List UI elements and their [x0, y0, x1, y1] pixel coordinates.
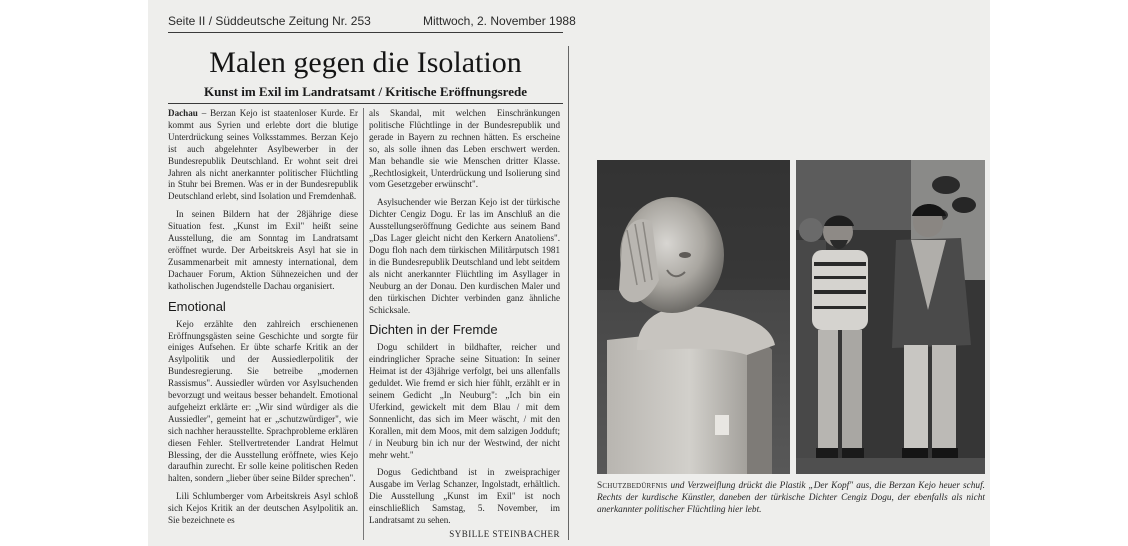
section-heading: Emotional	[168, 298, 226, 314]
newspaper-clipping	[148, 0, 990, 546]
paragraph: Dogus Gedichtband ist in zweisprachiger Ausgabe im Verlag Schanzer, Ingolstadt, erhältlich. Die Ausstellung „Kunst im Exil" ist noch einschließlich Samstag, 5. November, im Landratsamt zu sehen.	[369, 467, 560, 526]
paragraph: Kejo erzählte den zahlreich erschienenen Eröffnungsgästen seine Geschichte und sorgte für einiges Aufsehen. Er übte scharfe Kritik an der Asylpolitik und der Aussiedlerpolitik der Bundesregierung. Sie betreibe „modernen Rassismus". Aussiedler würden vor Asylsuchenden bevorzugt und weitaus besser behandelt. Emotional aufgeheizt erklärte er: „Wir sind würdiger als die Aussiedler", gemeint hat er „schutzwürdiger", wie sich nachher herausstellte. Sprachprobleme erklären diesen Fehler. Stellvertretender Landrat Helmut Blessing, der die Ausstellung eröffnete, wies Kejo daraufhin zurecht. Er solle keine politischen Reden halten, sondern „lieber über seine Bilder sprechen".	[168, 318, 358, 484]
paragraph	[168, 108, 358, 203]
dateline: Dachau	[168, 108, 198, 118]
caption-lead: Schutzbedürfnis	[597, 481, 668, 491]
caption-text: und Verzweiflung drückt die Plastik „Der Kopf" aus, die Berzan Kejo heuer schuf. Rechts der kurdische Künstler, daneben der türkische Dichter Cengiz Dogu, der ebenfalls als nicht anerkannter politischer Flüchtling hier lebt.	[597, 481, 985, 515]
article-headline: Malen gegen die Isolation	[209, 46, 522, 79]
masthead-rule	[168, 32, 563, 33]
page-masthead: Seite II / Süddeutsche Zeitung Nr. 253	[168, 14, 371, 28]
paragraph: In seinen Bildern hat der 28jährige diese Situation fest. „Kunst im Exil" heißt seine Ausstellung, die am Sonntag im Landratsamt eröffnet wurde. Der Arbeitskreis Asyl hat sie in Zusammenarbeit mit amnesty international, dem Dachauer Forum, Aktion Sühnezeichen und der katholischen Jugendstelle Dachau organisiert.	[168, 209, 358, 291]
section-heading: Dichten in der Fremde	[369, 322, 498, 338]
paragraph-text: – Berzan Kejo ist staatenloser Kurde. Er kommt aus Syrien und erlebte dort die blutige Unterdrückung seines Volksstammes. Berzan Kejo ist auch abgelehnter Asylbewerber in der Bundesrepublik Deutschland. Er wohnt seit drei Jahren als nicht anerkannter politischer Flüchtling in Stuhr bei Bremen. Was er in der Bundesrepublik Deutschland erlebt, sind Isolation und Fremdenhaß.	[168, 108, 358, 202]
article-column-1	[168, 108, 358, 533]
paragraph: Asylsuchender wie Berzan Kejo ist der türkische Dichter Cengiz Dogu. Er las im Anschluß an die Ausstellungseröffnung Gedichte aus seinem Band „Das Lager gleicht nicht den Kerkern Anatoliens". Dogu floh nach dem türkischen Militärputsch 1981 in die Bundesrepublik Deutschland und lebt seitdem als nicht anerkannter Flüchtling im Asyllager in Neuburg an der Donau. Den kurdischen Maler und den türkischen Dichter verbinden ganz ähnliche Schicksale.	[369, 197, 560, 315]
byline: SYBILLE STEINBACHER	[449, 529, 560, 539]
article-subheadline: Kunst im Exil im Landratsamt / Kritische Eröffnungsrede	[204, 84, 527, 99]
artist-poet-photo	[796, 160, 985, 474]
subhead-rule	[168, 103, 563, 104]
article-edge-rule	[568, 46, 569, 540]
paragraph: Lili Schlumberger vom Arbeitskreis Asyl schloß sich Kejos Kritik an der deutschen Asylpolitik an. Sie bezeichnete es	[168, 491, 358, 526]
sculpture-photo	[597, 160, 790, 474]
issue-date: Mittwoch, 2. November 1988	[423, 14, 576, 28]
article-column-2	[369, 108, 560, 533]
paragraph: als Skandal, mit welchen Einschränkungen politische Flüchtlinge in der Bundesrepublik und gerade in Bayern zu rechnen hätten. Es erscheine so, als solle ihnen das Leben erschwert werden. Man behandle sie wie Menschen dritter Klasse. „Rechtlosigkeit, Unterdrückung und Isolierung sind vom Gesetzgeber erwünscht".	[369, 108, 560, 190]
column-divider	[363, 108, 364, 540]
paragraph: Dogu schildert in bildhafter, reicher und eindringlicher Sprache seine Situation: In seiner Heimat ist der 43jährige verfolgt, bei uns allenfalls geduldet. Wie fremd er sich hier fühlt, erzählt er in seinem Gedicht „In Neuburg": „Ich bin ein Uferkind, gewickelt mit dem Blau / mit dem Sonnenlicht, das sich im Meer wäscht, / mit den Korallen, mit dem Moos, mit dem salzigen Jodduft; / in Neuburg bin ich nur der Westwind, der nicht mehr weht."	[369, 342, 560, 460]
photo-caption	[597, 480, 985, 516]
